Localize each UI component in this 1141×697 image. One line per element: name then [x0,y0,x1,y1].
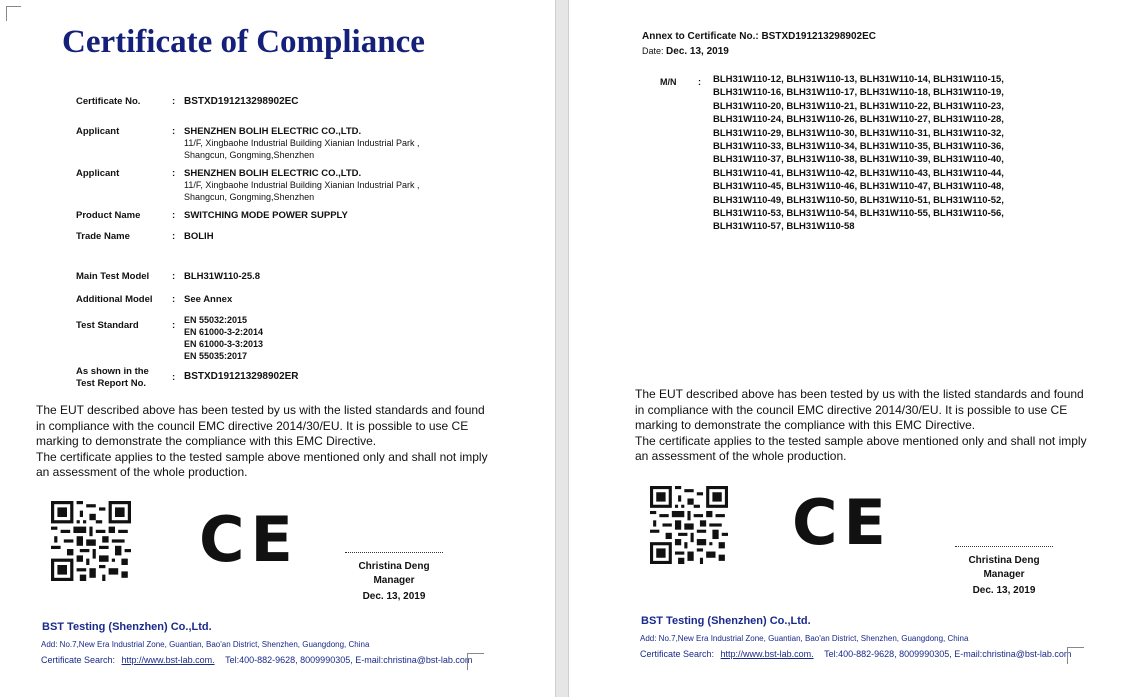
product-value: SWITCHING MODE POWER SUPPLY [184,210,348,221]
certificate-page [0,0,555,697]
signature-date: Dec. 13, 2019 [362,591,426,602]
signature-line [345,552,443,553]
statement-line: an assessment of the whole production. [635,449,847,463]
contact-info: Tel:400-882-9628, 8009990305, E-mail:christina@bst-lab.com [225,655,473,665]
statement-line: marking to demonstrate the compliance with this EMC Directive. [635,418,976,432]
annex-date [642,46,729,57]
colon: : [172,320,176,331]
statement-line: The EUT described above has been tested by us with the listed standards and found [36,403,485,417]
manufacturer-address-line-2: Shangcun, Gongming,Shenzhen [184,192,315,202]
test-standard-list [184,314,263,362]
applicant-name: SHENZHEN BOLIH ELECTRIC CO.,LTD. [184,126,362,137]
cert-no-label: Certificate No. [76,96,141,107]
main-model-label: Main Test Model [76,271,150,282]
applicant-address-line-1: 11/F, Xingbaohe Industrial Building Xianian Industrial Park , [184,138,420,148]
website-link[interactable]: http://www.bst-lab.com. [720,649,814,659]
model-number-list: BLH31W110-12, BLH31W110-13, BLH31W110-14, BLH31W110-15, BLH31W110-16, BLH31W110-17, BLH31W110-18, BLH31W110-19, BLH31W110-20, BLH31W110-21, BLH31W110-22, BLH31W110-23, BLH31W110-24, BLH31W110-26, BLH31W110-27, BLH31W110-28, BLH31W110-29, BLH31W110-30, BLH31W110-31, BLH31W110-32, BLH31W110-33, BLH31W110-34, BLH31W110-35, BLH31W110-36, BLH31W110-37, BLH31W110-38, BLH31W110-39, BLH31W110-40, BLH31W110-41, BLH31W110-42, BLH31W110-43, BLH31W110-44, BLH31W110-45, BLH31W110-46, BLH31W110-47, BLH31W110-48, BLH31W110-49, BLH31W110-50, BLH31W110-51, BLH31W110-52, BLH31W110-53, BLH31W110-54, BLH31W110-55, BLH31W110-56, BLH31W110-57, BLH31W110-58 [713,74,1004,233]
website-link[interactable]: http://www.bst-lab.com. [121,655,215,665]
statement-line: in compliance with the council EMC directive 2014/30/EU. It is possible to use CE [36,418,469,433]
signature-line [955,546,1053,547]
qr-code-icon [650,486,728,564]
test-standard-label: Test Standard [76,320,139,331]
test-standard-item: EN 61000-3-3:2013 [184,339,264,349]
manufacturer-name: SHENZHEN BOLIH ELECTRIC CO.,LTD. [184,168,362,179]
mn-label: M/N [660,77,677,87]
statement-line: The certificate applies to the tested sample above mentioned only and shall not imply [36,449,488,464]
page-corner-mark [1067,647,1084,664]
signatory-title: Manager [373,575,415,586]
additional-model-value: See Annex [184,294,233,305]
colon: : [172,96,176,107]
colon: : [172,271,176,282]
statement-line: The EUT described above has been tested by us with the listed standards and found [635,387,1084,401]
ce-mark-icon: CE [199,503,299,576]
report-no-value: BSTXD191213298902ER [184,371,299,382]
certificate-search [41,655,472,665]
page-separator [555,0,569,697]
colon: : [172,294,176,305]
report-label-line-2: Test Report No. [76,378,147,389]
colon: : [172,372,176,383]
test-standard-item: EN 55035:2017 [184,351,248,361]
applicant-label: Applicant [76,126,120,137]
signatory-name: Christina Deng [358,561,430,572]
annex-header: Annex to Certificate No.: BSTXD191213298902EC [642,31,876,42]
statement-line: an assessment of the whole production. [36,465,248,479]
manufacturer-label: Applicant [76,168,120,179]
certificate-title: Certificate of Compliance [62,24,425,60]
statement-line: marking to demonstrate the compliance with this EMC Directive. [36,434,377,448]
signatory-title: Manager [983,569,1025,580]
colon: : [172,210,176,221]
statement-line: in compliance with the council EMC directive 2014/30/EU. It is possible to use CE [635,402,1068,417]
trade-label: Trade Name [76,231,130,242]
test-standard-item: EN 55032:2015 [184,315,248,325]
page-corner-mark [6,6,21,21]
annex-page [569,0,1141,697]
report-label-line-1: As shown in the [76,366,149,377]
lab-name: BST Testing (Shenzhen) Co.,Ltd. [641,615,811,627]
colon: : [172,231,176,242]
page-corner-mark [467,653,484,670]
annex-date-value: Dec. 13, 2019 [666,46,729,57]
colon: : [172,126,176,137]
search-label: Certificate Search: [41,655,116,665]
ce-mark-icon: CE [792,486,892,559]
contact-info: Tel:400-882-9628, 8009990305, E-mail:christina@bst-lab.com [824,649,1072,659]
certificate-search [640,649,1071,659]
additional-model-label: Additional Model [76,294,153,305]
search-label: Certificate Search: [640,649,715,659]
trade-value: BOLIH [184,231,214,242]
test-standard-item: EN 61000-3-2:2014 [184,327,264,337]
lab-name: BST Testing (Shenzhen) Co.,Ltd. [42,621,212,633]
product-label: Product Name [76,210,141,221]
annex-date-label: Date: [642,46,664,56]
signatory-name: Christina Deng [968,555,1040,566]
statement-line: The certificate applies to the tested sample above mentioned only and shall not imply [635,433,1087,448]
colon: : [698,77,701,87]
compliance-statement [36,403,536,481]
lab-address: Add: No.7,New Era Industrial Zone, Guantian, Bao'an District, Shenzhen, Guangdong, China [640,634,969,643]
colon: : [172,168,176,179]
lab-address: Add: No.7,New Era Industrial Zone, Guantian, Bao'an District, Shenzhen, Guangdong, China [41,640,370,649]
compliance-statement [635,387,1135,465]
manufacturer-address-line-1: 11/F, Xingbaohe Industrial Building Xianian Industrial Park , [184,180,420,190]
cert-no-value: BSTXD191213298902EC [184,96,299,107]
qr-code-icon [51,501,131,581]
main-model-value: BLH31W110-25.8 [184,271,261,282]
applicant-address-line-2: Shangcun, Gongming,Shenzhen [184,150,315,160]
signature-date: Dec. 13, 2019 [972,585,1036,596]
